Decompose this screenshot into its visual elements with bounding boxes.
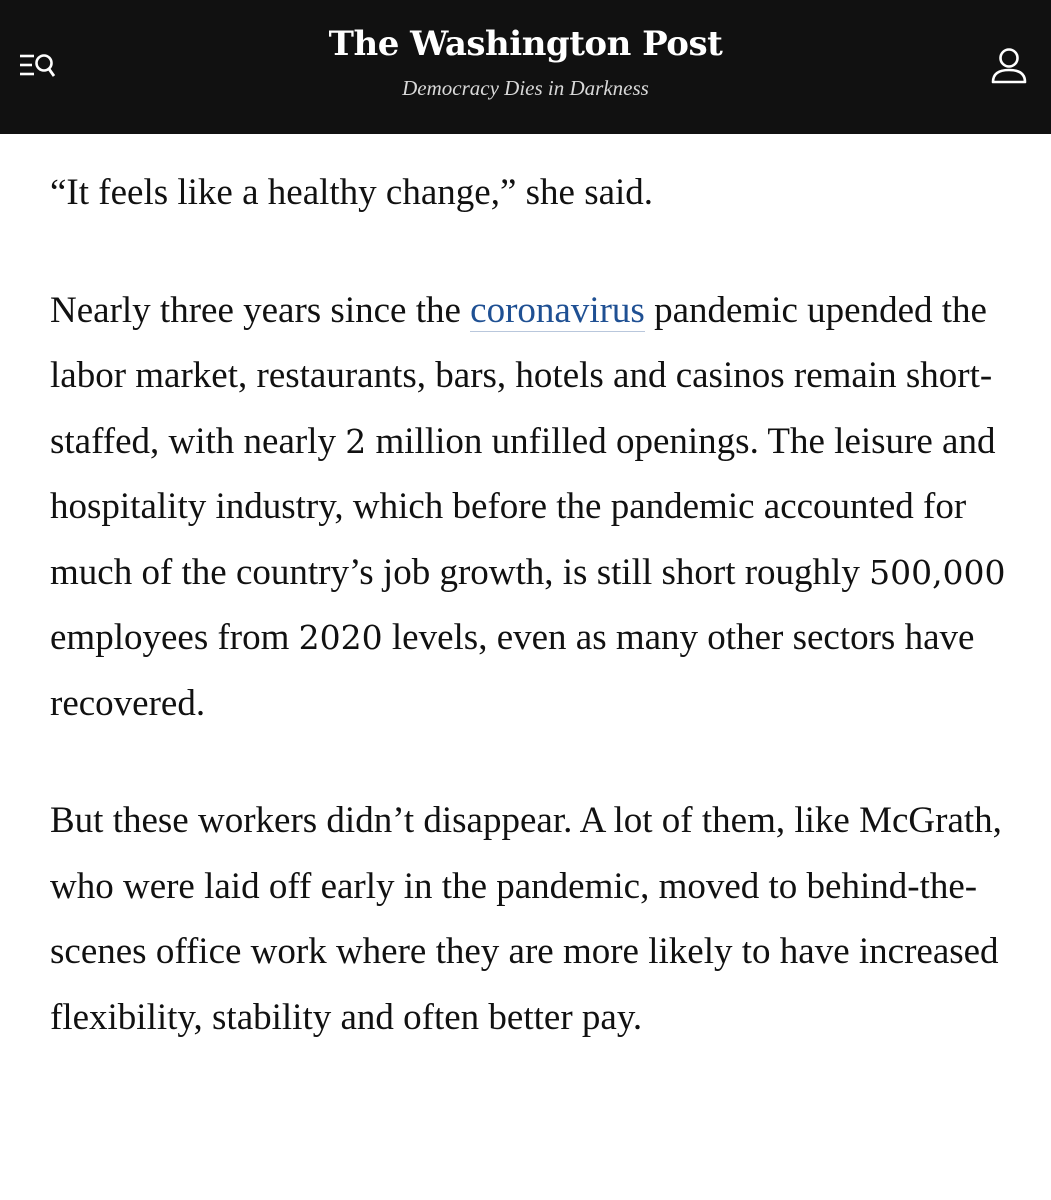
paragraph-number: 2 — [345, 421, 367, 461]
article-paragraph-3: But these workers didn’t disappear. A lot of them, like McGrath, who were laid off early in the pandemic, moved to behind-the-scenes office work where they are more likely to have increased flexibility, stability and often better pay. — [50, 800, 1002, 1038]
paragraph-text: pandemic upended the labor market, restaurants, bars, hotels and casinos remain short-staffed, with nearly — [50, 289, 993, 462]
paragraph-text: million unfilled openings. The leisure and hospitality industry, which before the pandemic accounted for much of the country’s job growth, is still short roughly — [50, 420, 996, 593]
site-header — [0, 0, 1051, 134]
menu-search-icon — [14, 46, 58, 86]
article-body — [50, 160, 1020, 1102]
paragraph-text: employees from — [50, 617, 299, 658]
paragraph-text: Nearly three years since the — [50, 289, 471, 331]
account-button[interactable] — [986, 44, 1032, 88]
article-paragraph-2 — [50, 278, 1020, 737]
paragraph-number: 2020 — [298, 618, 383, 657]
coronavirus-link[interactable]: coronavirus — [470, 289, 645, 331]
paragraph-text: levels, even as many other sectors have recovered. — [50, 617, 975, 724]
paragraph-number: 500,000 — [869, 552, 1006, 592]
menu-search-button[interactable] — [14, 46, 58, 86]
brand-block — [250, 22, 801, 102]
article-paragraph-1: “It feels like a healthy change,” she said. — [50, 172, 654, 213]
site-logo[interactable]: The Washington Post — [328, 24, 723, 64]
user-account-icon — [986, 44, 1032, 88]
site-tagline: Democracy Dies in Darkness — [402, 76, 649, 100]
